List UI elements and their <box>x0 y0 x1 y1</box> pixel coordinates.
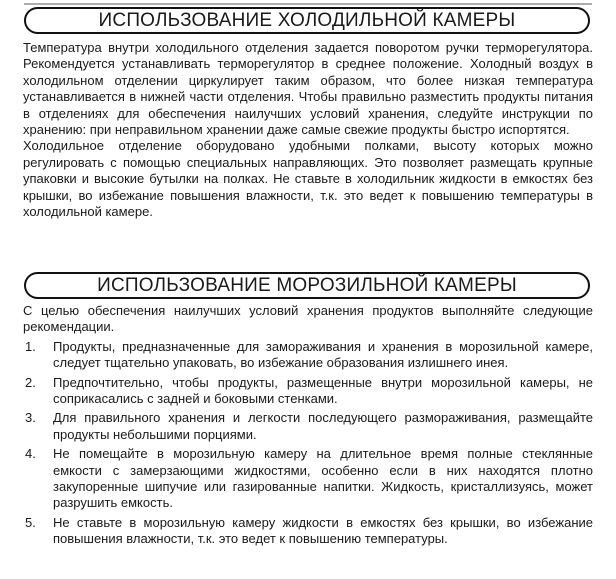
list-item-number: 2. <box>25 374 36 390</box>
list-item <box>23 375 593 408</box>
list-item-number: 4. <box>25 446 36 462</box>
list-item-text: Для правильного хранения и легкости последующего размораживания, размещайте продукты небольшими порциями. <box>53 410 593 442</box>
freezer-section-body <box>23 303 593 548</box>
top-rule <box>24 0 592 5</box>
fridge-section-body <box>23 40 593 220</box>
list-item <box>23 446 593 512</box>
list-item-text: Предпочтительно, чтобы продукты, размещенные внутри морозильной камеры, не соприкасались с задней и боковыми стенками. <box>53 374 593 407</box>
fridge-paragraph-2: Холодильное отделение оборудовано удобными полками, высоту которых можно регулировать с помощью специальных направляющих. Это позволяет размещать крупные упаковки и высокие бутылки на полках. Не ставьте в холодильник жидкости в емкостях без крышки, во избежание повышения влажности, т.к. это ведет к повышению температуры в холодильной камере. <box>23 138 593 220</box>
list-item <box>23 410 593 443</box>
list-item-text: Не ставьте в морозильную камеру жидкости в емкостях без крышки, во избежание повышения влажности, т.к. это ведет к повышению температуры. <box>53 514 593 547</box>
list-item-number: 1. <box>25 338 36 354</box>
fridge-paragraph-1: Температура внутри холодильного отделения задается поворотом ручки терморегулятора. Рекомендуется устанавливать терморегулятор в среднее положение. Холодный воздух в холодильном отделении циркулирует таким образом, что более низкая температура устанавливается в нижней части отделения. Чтобы правильно разместить продукты питания в отделениях для обеспечения наилучших условий хранения, следуйте инструкции по хранению: при неправильном хранении даже самые свежие продукты быстро испортятся. <box>23 40 593 138</box>
freezer-intro: С целью обеспечения наилучших условий хранения продуктов выполняйте следующие рекомендации. <box>23 303 593 335</box>
section-title-freezer: ИСПОЛЬЗОВАНИЕ МОРОЗИЛЬНОЙ КАМЕРЫ <box>24 272 590 299</box>
list-item <box>23 515 593 548</box>
list-item-number: 3. <box>25 410 36 426</box>
list-item-number: 5. <box>25 514 36 530</box>
section-title-fridge: ИСПОЛЬЗОВАНИЕ ХОЛОДИЛЬНОЙ КАМЕРЫ <box>24 7 590 34</box>
recommendations-list <box>23 339 593 548</box>
list-item <box>23 339 593 372</box>
list-item-text: Не помещайте в морозильную камеру на длительное время полные стеклянные емкости с замерзающими жидкостями, особенно если в них находятся плотно закупоренные шипучие или газированные напитки. Жидкость, кристаллизуясь, может разрушить емкость. <box>53 446 593 511</box>
list-item-text: Продукты, предназначенные для замораживания и хранения в морозильной камере, следует тщательно упаковать, во избежание образования излишнего инея. <box>53 338 593 371</box>
